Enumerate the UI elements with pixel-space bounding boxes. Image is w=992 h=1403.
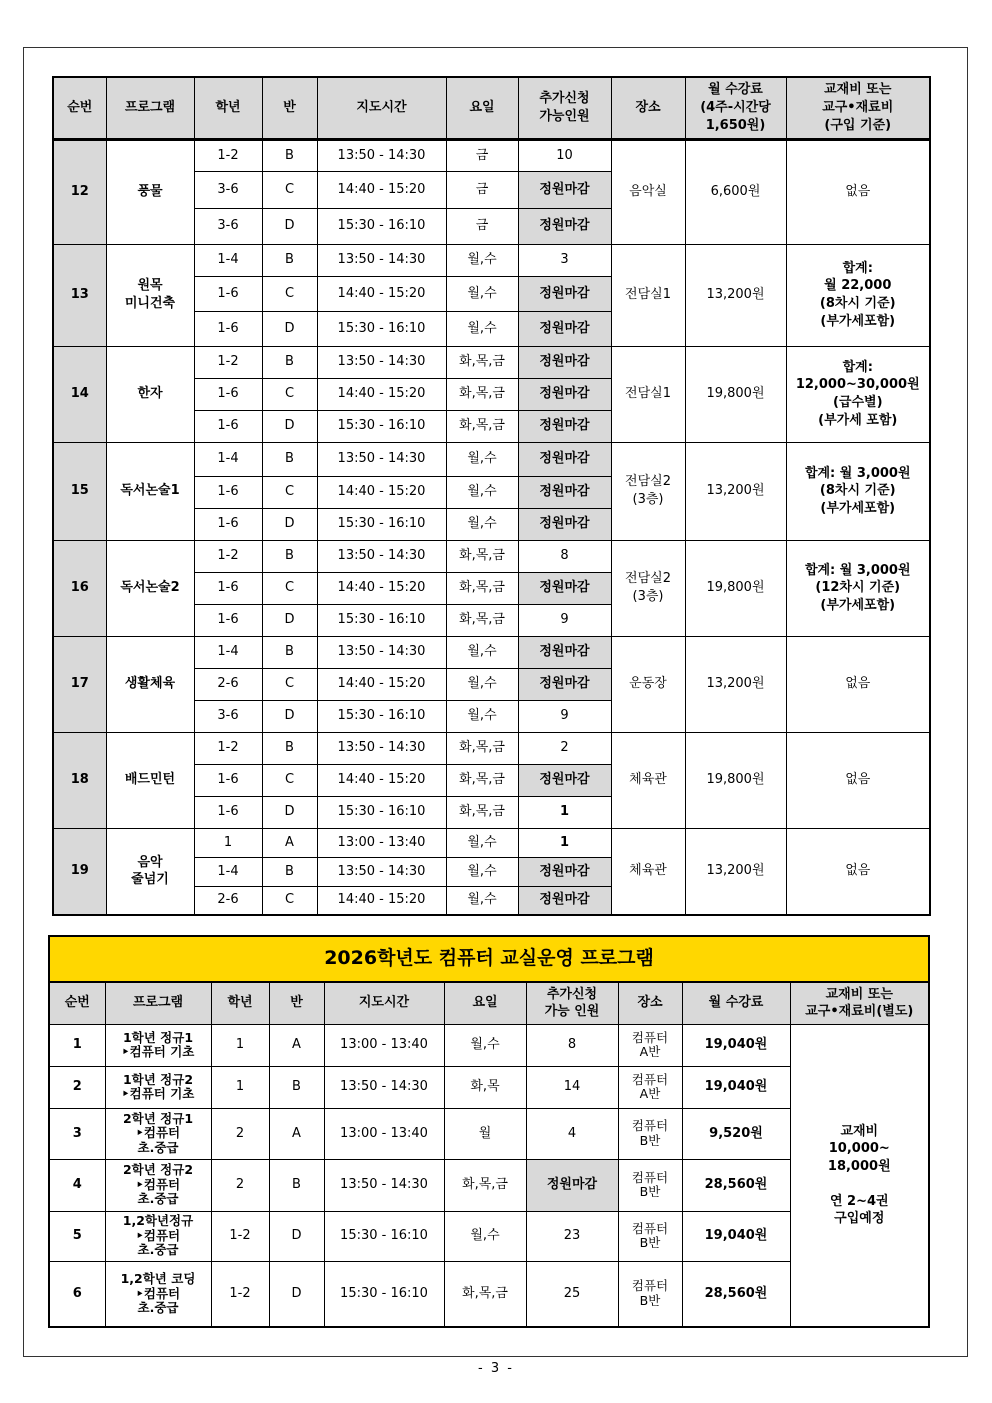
page-number: - 3 - bbox=[478, 1361, 514, 1376]
availability-cell: 8 bbox=[518, 540, 611, 572]
time-cell: 13:00 - 13:40 bbox=[324, 1024, 444, 1066]
afterschool-program-table bbox=[52, 76, 931, 916]
grade-cell: 1-6 bbox=[194, 764, 262, 796]
days-cell: 월,수 bbox=[446, 244, 518, 276]
class-cell: A bbox=[269, 1108, 324, 1159]
program-number: 6 bbox=[49, 1261, 105, 1327]
header-cell: 순번 bbox=[53, 77, 106, 139]
table-row bbox=[53, 346, 930, 378]
program-number: 18 bbox=[53, 732, 106, 828]
program-number: 12 bbox=[53, 139, 106, 244]
table-body bbox=[49, 1024, 929, 1327]
time-cell: 15:30 - 16:10 bbox=[317, 208, 446, 244]
place-cell: 운동장 bbox=[611, 636, 685, 732]
class-cell: B bbox=[269, 1066, 324, 1108]
class-cell: C bbox=[262, 378, 317, 410]
grade-cell: 1-6 bbox=[194, 378, 262, 410]
time-cell: 15:30 - 16:10 bbox=[324, 1211, 444, 1261]
time-cell: 13:50 - 14:30 bbox=[324, 1066, 444, 1108]
material-cell: 없음 bbox=[786, 139, 930, 244]
time-cell: 13:00 - 13:40 bbox=[317, 828, 446, 857]
time-cell: 13:00 - 13:40 bbox=[324, 1108, 444, 1159]
class-cell: B bbox=[262, 636, 317, 668]
program-number: 17 bbox=[53, 636, 106, 732]
table-row bbox=[53, 732, 930, 764]
table-row bbox=[53, 139, 930, 171]
class-cell: A bbox=[269, 1024, 324, 1066]
days-cell: 화,목,금 bbox=[444, 1261, 526, 1327]
table-header-row bbox=[53, 77, 930, 139]
header-cell: 반 bbox=[269, 982, 324, 1024]
grade-cell: 1-2 bbox=[211, 1211, 269, 1261]
header-cell: 프로그램 bbox=[106, 77, 194, 139]
days-cell: 월,수 bbox=[446, 886, 518, 915]
days-cell: 화,목,금 bbox=[446, 572, 518, 604]
program-name: 음악 줄넘기 bbox=[106, 828, 194, 915]
class-cell: B bbox=[262, 442, 317, 476]
time-cell: 14:40 - 15:20 bbox=[317, 764, 446, 796]
availability-cell: 정원마감 bbox=[518, 346, 611, 378]
class-cell: D bbox=[262, 311, 317, 346]
days-cell: 화,목 bbox=[444, 1066, 526, 1108]
place-cell: 체육관 bbox=[611, 732, 685, 828]
grade-cell: 1-4 bbox=[194, 442, 262, 476]
class-cell: C bbox=[262, 276, 317, 311]
time-cell: 13:50 - 14:30 bbox=[317, 540, 446, 572]
material-cell: 합계: 월 22,000 (8차시 기준) (부가세포함) bbox=[786, 244, 930, 346]
time-cell: 13:50 - 14:30 bbox=[324, 1159, 444, 1211]
place-cell: 음악실 bbox=[611, 139, 685, 244]
program-number: 1 bbox=[49, 1024, 105, 1066]
time-cell: 14:40 - 15:20 bbox=[317, 171, 446, 208]
fee-cell: 28,560원 bbox=[682, 1159, 790, 1211]
days-cell: 월,수 bbox=[446, 668, 518, 700]
program-name: 원목 미니건축 bbox=[106, 244, 194, 346]
grade-cell: 2-6 bbox=[194, 668, 262, 700]
time-cell: 13:50 - 14:30 bbox=[317, 139, 446, 171]
fee-cell: 6,600원 bbox=[685, 139, 786, 244]
place-cell: 전담실2 (3층) bbox=[611, 540, 685, 636]
grade-cell: 3-6 bbox=[194, 171, 262, 208]
availability-cell: 정원마감 bbox=[518, 636, 611, 668]
place-cell: 컴퓨터 B반 bbox=[618, 1211, 682, 1261]
grade-cell: 1-6 bbox=[194, 311, 262, 346]
material-cell: 교재비 10,000~ 18,000원 연 2~4권 구입예정 bbox=[790, 1024, 929, 1327]
header-cell: 월 수강료 (4주-시간당 1,650원) bbox=[685, 77, 786, 139]
availability-cell: 3 bbox=[518, 244, 611, 276]
availability-cell: 정원마감 bbox=[518, 764, 611, 796]
grade-cell: 1-2 bbox=[194, 139, 262, 171]
program-name: 1학년 정규2 ‣컴퓨터 기초 bbox=[105, 1066, 211, 1108]
availability-cell: 정원마감 bbox=[518, 171, 611, 208]
availability-cell: 23 bbox=[526, 1211, 618, 1261]
program-name: 2학년 정규2 ‣컴퓨터 초.중급 bbox=[105, 1159, 211, 1211]
table-row bbox=[49, 1024, 929, 1066]
days-cell: 월,수 bbox=[444, 1211, 526, 1261]
program-name: 배드민턴 bbox=[106, 732, 194, 828]
table-body bbox=[53, 139, 930, 915]
program-name: 1,2학년 코딩 ‣컴퓨터 초.중급 bbox=[105, 1261, 211, 1327]
header-cell: 추가신청 가능인원 bbox=[518, 77, 611, 139]
grade-cell: 2 bbox=[211, 1159, 269, 1211]
program-name: 풍물 bbox=[106, 139, 194, 244]
availability-cell: 정원마감 bbox=[518, 208, 611, 244]
days-cell: 월 bbox=[444, 1108, 526, 1159]
fee-cell: 19,800원 bbox=[685, 732, 786, 828]
place-cell: 컴퓨터 A반 bbox=[618, 1066, 682, 1108]
place-cell: 전담실1 bbox=[611, 244, 685, 346]
class-cell: B bbox=[262, 139, 317, 171]
availability-cell: 1 bbox=[518, 828, 611, 857]
days-cell: 월,수 bbox=[446, 857, 518, 886]
header-cell: 학년 bbox=[211, 982, 269, 1024]
class-cell: D bbox=[262, 796, 317, 828]
days-cell: 월,수 bbox=[446, 508, 518, 540]
program-number: 15 bbox=[53, 442, 106, 540]
grade-cell: 3-6 bbox=[194, 208, 262, 244]
availability-cell: 정원마감 bbox=[518, 572, 611, 604]
time-cell: 14:40 - 15:20 bbox=[317, 572, 446, 604]
grade-cell: 1 bbox=[211, 1066, 269, 1108]
days-cell: 월,수 bbox=[446, 276, 518, 311]
days-cell: 월,수 bbox=[446, 311, 518, 346]
place-cell: 컴퓨터 B반 bbox=[618, 1159, 682, 1211]
grade-cell: 1-6 bbox=[194, 410, 262, 442]
grade-cell: 1-2 bbox=[194, 732, 262, 764]
header-cell: 추가신청 가능 인원 bbox=[526, 982, 618, 1024]
grade-cell: 1-6 bbox=[194, 572, 262, 604]
days-cell: 화,목,금 bbox=[446, 378, 518, 410]
time-cell: 15:30 - 16:10 bbox=[317, 700, 446, 732]
time-cell: 15:30 - 16:10 bbox=[317, 410, 446, 442]
fee-cell: 19,040원 bbox=[682, 1211, 790, 1261]
time-cell: 14:40 - 15:20 bbox=[317, 476, 446, 508]
days-cell: 월,수 bbox=[446, 442, 518, 476]
program-name: 1,2학년정규 ‣컴퓨터 초.중급 bbox=[105, 1211, 211, 1261]
grade-cell: 1-2 bbox=[211, 1261, 269, 1327]
time-cell: 15:30 - 16:10 bbox=[317, 508, 446, 540]
availability-cell: 2 bbox=[518, 732, 611, 764]
class-cell: B bbox=[262, 540, 317, 572]
days-cell: 화,목,금 bbox=[446, 764, 518, 796]
material-cell: 없음 bbox=[786, 828, 930, 915]
days-cell: 화,목,금 bbox=[446, 410, 518, 442]
header-cell: 프로그램 bbox=[105, 982, 211, 1024]
time-cell: 15:30 - 16:10 bbox=[317, 311, 446, 346]
time-cell: 15:30 - 16:10 bbox=[324, 1261, 444, 1327]
program-number: 16 bbox=[53, 540, 106, 636]
time-cell: 14:40 - 15:20 bbox=[317, 378, 446, 410]
header-cell: 교재비 또는 교구•재료비(별도) bbox=[790, 982, 929, 1024]
header-cell: 지도시간 bbox=[324, 982, 444, 1024]
class-cell: C bbox=[262, 476, 317, 508]
days-cell: 화,목,금 bbox=[446, 796, 518, 828]
place-cell: 컴퓨터 A반 bbox=[618, 1024, 682, 1066]
time-cell: 14:40 - 15:20 bbox=[317, 276, 446, 311]
grade-cell: 1 bbox=[211, 1024, 269, 1066]
availability-cell: 정원마감 bbox=[518, 857, 611, 886]
class-cell: D bbox=[262, 410, 317, 442]
grade-cell: 1-6 bbox=[194, 508, 262, 540]
grade-cell: 1-6 bbox=[194, 604, 262, 636]
place-cell: 전담실1 bbox=[611, 346, 685, 442]
grade-cell: 1 bbox=[194, 828, 262, 857]
class-cell: B bbox=[269, 1159, 324, 1211]
time-cell: 13:50 - 14:30 bbox=[317, 857, 446, 886]
program-name: 독서논술1 bbox=[106, 442, 194, 540]
table-row bbox=[53, 636, 930, 668]
availability-cell: 정원마감 bbox=[518, 508, 611, 540]
days-cell: 화,목,금 bbox=[444, 1159, 526, 1211]
class-cell: D bbox=[262, 208, 317, 244]
material-cell: 합계: 월 3,000원 (12차시 기준) (부가세포함) bbox=[786, 540, 930, 636]
availability-cell: 정원마감 bbox=[518, 886, 611, 915]
availability-cell: 9 bbox=[518, 604, 611, 636]
fee-cell: 13,200원 bbox=[685, 442, 786, 540]
fee-cell: 28,560원 bbox=[682, 1261, 790, 1327]
program-number: 5 bbox=[49, 1211, 105, 1261]
availability-cell: 1 bbox=[518, 796, 611, 828]
grade-cell: 3-6 bbox=[194, 700, 262, 732]
header-cell: 장소 bbox=[611, 77, 685, 139]
table-row bbox=[53, 540, 930, 572]
class-cell: D bbox=[262, 508, 317, 540]
availability-cell: 25 bbox=[526, 1261, 618, 1327]
class-cell: D bbox=[269, 1211, 324, 1261]
fee-cell: 9,520원 bbox=[682, 1108, 790, 1159]
program-number: 4 bbox=[49, 1159, 105, 1211]
table-title-row bbox=[49, 936, 929, 982]
grade-cell: 1-2 bbox=[194, 540, 262, 572]
availability-cell: 정원마감 bbox=[518, 476, 611, 508]
class-cell: B bbox=[262, 244, 317, 276]
table-row bbox=[53, 244, 930, 276]
grade-cell: 1-4 bbox=[194, 636, 262, 668]
days-cell: 월,수 bbox=[446, 476, 518, 508]
program-name: 한자 bbox=[106, 346, 194, 442]
availability-cell: 정원마감 bbox=[518, 276, 611, 311]
grade-cell: 1-4 bbox=[194, 857, 262, 886]
class-cell: C bbox=[262, 886, 317, 915]
days-cell: 월,수 bbox=[446, 828, 518, 857]
time-cell: 15:30 - 16:10 bbox=[317, 604, 446, 636]
fee-cell: 13,200원 bbox=[685, 244, 786, 346]
program-number: 19 bbox=[53, 828, 106, 915]
class-cell: C bbox=[262, 764, 317, 796]
header-cell: 장소 bbox=[618, 982, 682, 1024]
material-cell: 합계: 월 3,000원 (8차시 기준) (부가세포함) bbox=[786, 442, 930, 540]
grade-cell: 1-6 bbox=[194, 476, 262, 508]
time-cell: 13:50 - 14:30 bbox=[317, 244, 446, 276]
days-cell: 화,목,금 bbox=[446, 732, 518, 764]
time-cell: 14:40 - 15:20 bbox=[317, 886, 446, 915]
header-cell: 반 bbox=[262, 77, 317, 139]
fee-cell: 19,800원 bbox=[685, 540, 786, 636]
fee-cell: 19,040원 bbox=[682, 1066, 790, 1108]
time-cell: 13:50 - 14:30 bbox=[317, 636, 446, 668]
time-cell: 14:40 - 15:20 bbox=[317, 668, 446, 700]
class-cell: A bbox=[262, 828, 317, 857]
material-cell: 없음 bbox=[786, 636, 930, 732]
class-cell: D bbox=[269, 1261, 324, 1327]
days-cell: 월,수 bbox=[444, 1024, 526, 1066]
fee-cell: 13,200원 bbox=[685, 636, 786, 732]
fee-cell: 13,200원 bbox=[685, 828, 786, 915]
availability-cell: 정원마감 bbox=[518, 378, 611, 410]
place-cell: 전담실2 (3층) bbox=[611, 442, 685, 540]
days-cell: 화,목,금 bbox=[446, 604, 518, 636]
header-cell: 순번 bbox=[49, 982, 105, 1024]
availability-cell: 9 bbox=[518, 700, 611, 732]
availability-cell: 10 bbox=[518, 139, 611, 171]
days-cell: 월,수 bbox=[446, 700, 518, 732]
program-number: 13 bbox=[53, 244, 106, 346]
table-row bbox=[53, 442, 930, 476]
grade-cell: 1-2 bbox=[194, 346, 262, 378]
days-cell: 화,목,금 bbox=[446, 346, 518, 378]
header-cell: 교재비 또는 교구•재료비 (구입 기준) bbox=[786, 77, 930, 139]
header-cell: 요일 bbox=[444, 982, 526, 1024]
time-cell: 13:50 - 14:30 bbox=[317, 442, 446, 476]
fee-cell: 19,040원 bbox=[682, 1024, 790, 1066]
header-cell: 월 수강료 bbox=[682, 982, 790, 1024]
program-name: 생활체육 bbox=[106, 636, 194, 732]
time-cell: 13:50 - 14:30 bbox=[317, 732, 446, 764]
days-cell: 금 bbox=[446, 208, 518, 244]
place-cell: 컴퓨터 B반 bbox=[618, 1108, 682, 1159]
header-cell: 요일 bbox=[446, 77, 518, 139]
class-cell: B bbox=[262, 857, 317, 886]
availability-cell: 정원마감 bbox=[526, 1159, 618, 1211]
program-number: 3 bbox=[49, 1108, 105, 1159]
availability-cell: 정원마감 bbox=[518, 442, 611, 476]
program-number: 2 bbox=[49, 1066, 105, 1108]
grade-cell: 1-6 bbox=[194, 796, 262, 828]
grade-cell: 2-6 bbox=[194, 886, 262, 915]
table-title: 2026학년도 컴퓨터 교실운영 프로그램 bbox=[49, 936, 929, 982]
days-cell: 화,목,금 bbox=[446, 540, 518, 572]
availability-cell: 정원마감 bbox=[518, 311, 611, 346]
program-name: 독서논술2 bbox=[106, 540, 194, 636]
class-cell: B bbox=[262, 732, 317, 764]
table-header-row bbox=[49, 982, 929, 1024]
class-cell: B bbox=[262, 346, 317, 378]
class-cell: C bbox=[262, 572, 317, 604]
program-name: 1학년 정규1 ‣컴퓨터 기초 bbox=[105, 1024, 211, 1066]
fee-cell: 19,800원 bbox=[685, 346, 786, 442]
days-cell: 금 bbox=[446, 171, 518, 208]
place-cell: 체육관 bbox=[611, 828, 685, 915]
class-cell: D bbox=[262, 700, 317, 732]
time-cell: 13:50 - 14:30 bbox=[317, 346, 446, 378]
program-number: 14 bbox=[53, 346, 106, 442]
computer-program-table bbox=[48, 935, 930, 1328]
availability-cell: 정원마감 bbox=[518, 668, 611, 700]
header-cell: 학년 bbox=[194, 77, 262, 139]
program-name: 2학년 정규1 ‣컴퓨터 초.중급 bbox=[105, 1108, 211, 1159]
days-cell: 월,수 bbox=[446, 636, 518, 668]
grade-cell: 2 bbox=[211, 1108, 269, 1159]
availability-cell: 정원마감 bbox=[518, 410, 611, 442]
days-cell: 금 bbox=[446, 139, 518, 171]
material-cell: 없음 bbox=[786, 732, 930, 828]
class-cell: C bbox=[262, 171, 317, 208]
time-cell: 15:30 - 16:10 bbox=[317, 796, 446, 828]
place-cell: 컴퓨터 B반 bbox=[618, 1261, 682, 1327]
header-cell: 지도시간 bbox=[317, 77, 446, 139]
grade-cell: 1-6 bbox=[194, 276, 262, 311]
grade-cell: 1-4 bbox=[194, 244, 262, 276]
class-cell: C bbox=[262, 668, 317, 700]
availability-cell: 4 bbox=[526, 1108, 618, 1159]
material-cell: 합계: 12,000~30,000원 (급수별) (부가세 포함) bbox=[786, 346, 930, 442]
table-row bbox=[53, 828, 930, 857]
availability-cell: 14 bbox=[526, 1066, 618, 1108]
availability-cell: 8 bbox=[526, 1024, 618, 1066]
class-cell: D bbox=[262, 604, 317, 636]
